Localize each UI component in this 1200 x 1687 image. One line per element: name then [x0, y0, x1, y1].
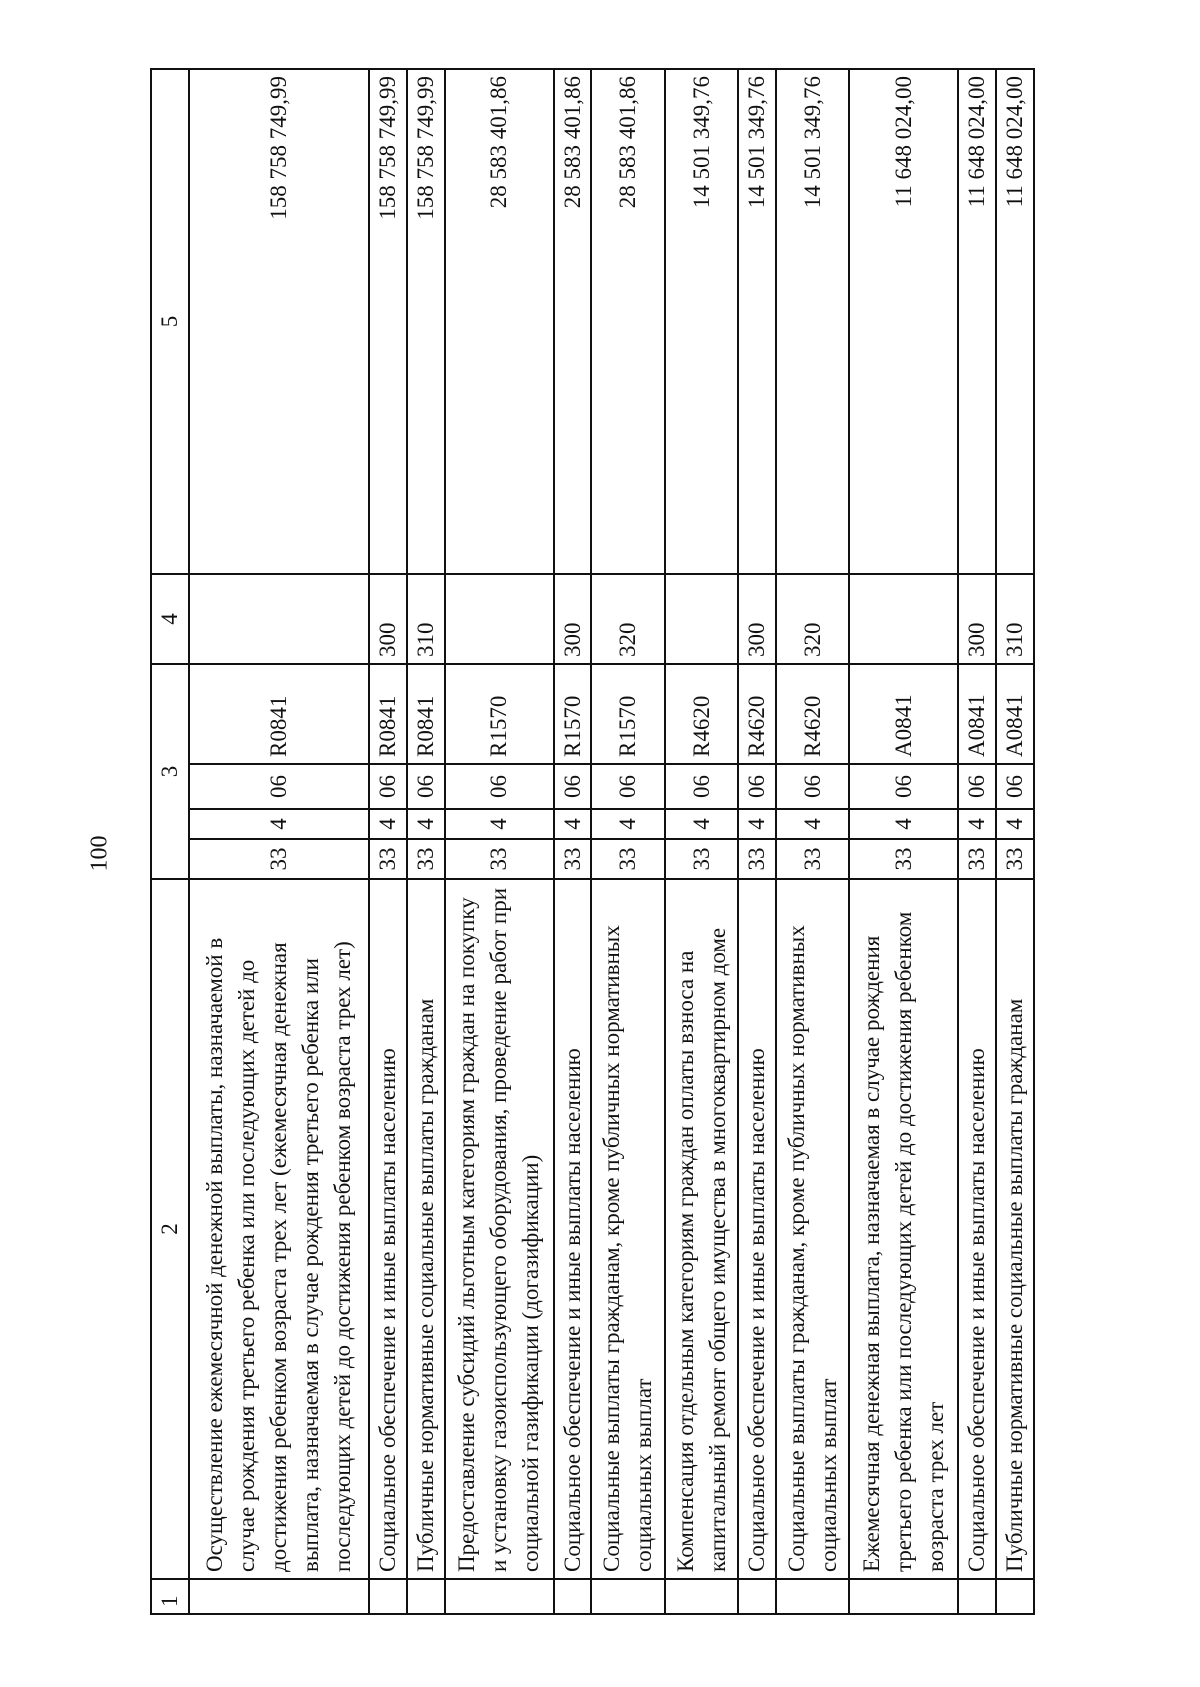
- code-direction: R4620: [738, 664, 776, 764]
- expense-type-code: [665, 574, 738, 664]
- code-program: 33: [591, 839, 664, 879]
- item-name: Социальные выплаты гражданам, кроме публичных нормативных социальных выплат: [776, 879, 849, 1579]
- code-program: 33: [996, 839, 1034, 879]
- item-name: Ежемесячная денежная выплата, назначаемая в случае рождения третьего ребенка или последующих детей до достижения ребенком возраста трех лет: [849, 879, 958, 1579]
- row-number-cell: [996, 1579, 1034, 1614]
- code-event: 06: [996, 764, 1034, 809]
- code-direction: A0841: [996, 664, 1034, 764]
- page-number: 100: [86, 835, 113, 872]
- code-program: 33: [445, 839, 554, 879]
- row-number-cell: [958, 1579, 996, 1614]
- code-subprogram: 4: [996, 809, 1034, 839]
- amount-value: 28 583 401,86: [591, 69, 664, 574]
- item-name: Публичные нормативные социальные выплаты гражданам: [996, 879, 1034, 1579]
- item-name: Компенсация отдельным категориям граждан оплаты взноса на капитальный ремонт общего имущества в многоквартирном доме: [665, 879, 738, 1579]
- header-row: [151, 69, 189, 1614]
- code-program: 33: [849, 839, 958, 879]
- expense-type-code: 300: [738, 574, 776, 664]
- code-program: 33: [369, 839, 407, 879]
- code-direction: A0841: [958, 664, 996, 764]
- code-direction: A0841: [849, 664, 958, 764]
- code-program: 33: [407, 839, 445, 879]
- table-row: [958, 69, 996, 1614]
- code-subprogram: 4: [369, 809, 407, 839]
- rotated-table-container: [150, 70, 1035, 1615]
- code-direction: R1570: [445, 664, 554, 764]
- expense-type-code: 300: [554, 574, 592, 664]
- expense-type-code: 300: [958, 574, 996, 664]
- code-event: 06: [407, 764, 445, 809]
- table-row: [776, 69, 849, 1614]
- code-program: 33: [958, 839, 996, 879]
- row-number-cell: [591, 1579, 664, 1614]
- row-number-cell: [849, 1579, 958, 1614]
- code-program: 33: [554, 839, 592, 879]
- row-number-cell: [369, 1579, 407, 1614]
- header-col-4: 4: [151, 574, 189, 664]
- item-name: Осуществление ежемесячной денежной выплаты, назначаемой в случае рождения третьего ребенка или последующих детей до достижения ребенком возраста трех лет (ежемесячная денежная выплата, назначаемая в случае рождения третьего ребенка или последующих детей до достижения ребенком возраста трех лет): [189, 879, 369, 1579]
- item-name: Предоставление субсидий льготным категориям граждан на покупку и установку газоиспользующего оборудования, проведение работ при социальной газификации (догазификации): [445, 879, 554, 1579]
- code-direction: R4620: [665, 664, 738, 764]
- code-subprogram: 4: [776, 809, 849, 839]
- table-row: [445, 69, 554, 1614]
- code-subprogram: 4: [849, 809, 958, 839]
- code-event: 06: [445, 764, 554, 809]
- code-event: 06: [738, 764, 776, 809]
- code-event: 06: [369, 764, 407, 809]
- row-number-cell: [407, 1579, 445, 1614]
- row-number-cell: [738, 1579, 776, 1614]
- code-direction: R0841: [369, 664, 407, 764]
- header-col-5: 5: [151, 69, 189, 574]
- header-col-3: 3: [151, 664, 189, 879]
- amount-value: 28 583 401,86: [445, 69, 554, 574]
- amount-value: 11 648 024,00: [996, 69, 1034, 574]
- table-row: [738, 69, 776, 1614]
- amount-value: 158 758 749,99: [407, 69, 445, 574]
- amount-value: 158 758 749,99: [369, 69, 407, 574]
- row-number-cell: [554, 1579, 592, 1614]
- code-subprogram: 4: [591, 809, 664, 839]
- code-event: 06: [958, 764, 996, 809]
- item-name: Социальные выплаты гражданам, кроме публичных нормативных социальных выплат: [591, 879, 664, 1579]
- expense-type-code: [849, 574, 958, 664]
- amount-value: 14 501 349,76: [776, 69, 849, 574]
- code-direction: R0841: [407, 664, 445, 764]
- table-row: [665, 69, 738, 1614]
- budget-table: [150, 68, 1035, 1615]
- expense-type-code: 300: [369, 574, 407, 664]
- code-subprogram: 4: [958, 809, 996, 839]
- item-name: Социальное обеспечение и иные выплаты населению: [369, 879, 407, 1579]
- code-direction: R1570: [554, 664, 592, 764]
- code-event: 06: [849, 764, 958, 809]
- code-subprogram: 4: [445, 809, 554, 839]
- item-name: Публичные нормативные социальные выплаты гражданам: [407, 879, 445, 1579]
- expense-type-code: 320: [776, 574, 849, 664]
- code-program: 33: [776, 839, 849, 879]
- code-event: 06: [776, 764, 849, 809]
- code-program: 33: [189, 839, 369, 879]
- amount-value: 14 501 349,76: [738, 69, 776, 574]
- header-col-1: 1: [151, 1579, 189, 1614]
- code-subprogram: 4: [407, 809, 445, 839]
- amount-value: 11 648 024,00: [849, 69, 958, 574]
- row-number-cell: [665, 1579, 738, 1614]
- table-row: [591, 69, 664, 1614]
- code-event: 06: [591, 764, 664, 809]
- row-number-cell: [445, 1579, 554, 1614]
- row-number-cell: [776, 1579, 849, 1614]
- code-subprogram: 4: [665, 809, 738, 839]
- row-number-cell: [189, 1579, 369, 1614]
- code-program: 33: [738, 839, 776, 879]
- code-direction: R1570: [591, 664, 664, 764]
- code-event: 06: [665, 764, 738, 809]
- code-subprogram: 4: [738, 809, 776, 839]
- expense-type-code: [445, 574, 554, 664]
- code-program: 33: [665, 839, 738, 879]
- code-direction: R0841: [189, 664, 369, 764]
- table-row: [407, 69, 445, 1614]
- expense-type-code: 320: [591, 574, 664, 664]
- item-name: Социальное обеспечение и иные выплаты населению: [958, 879, 996, 1579]
- table-row: [996, 69, 1034, 1614]
- code-event: 06: [189, 764, 369, 809]
- code-subprogram: 4: [189, 809, 369, 839]
- code-subprogram: 4: [554, 809, 592, 839]
- amount-value: 11 648 024,00: [958, 69, 996, 574]
- expense-type-code: 310: [407, 574, 445, 664]
- code-direction: R4620: [776, 664, 849, 764]
- item-name: Социальное обеспечение и иные выплаты населению: [554, 879, 592, 1579]
- code-event: 06: [554, 764, 592, 809]
- expense-type-code: [189, 574, 369, 664]
- amount-value: 158 758 749,99: [189, 69, 369, 574]
- header-col-2: 2: [151, 879, 189, 1579]
- item-name: Социальное обеспечение и иные выплаты населению: [738, 879, 776, 1579]
- table-row: [369, 69, 407, 1614]
- table-row: [189, 69, 369, 1614]
- amount-value: 28 583 401,86: [554, 69, 592, 574]
- table-row: [849, 69, 958, 1614]
- amount-value: 14 501 349,76: [665, 69, 738, 574]
- table-row: [554, 69, 592, 1614]
- expense-type-code: 310: [996, 574, 1034, 664]
